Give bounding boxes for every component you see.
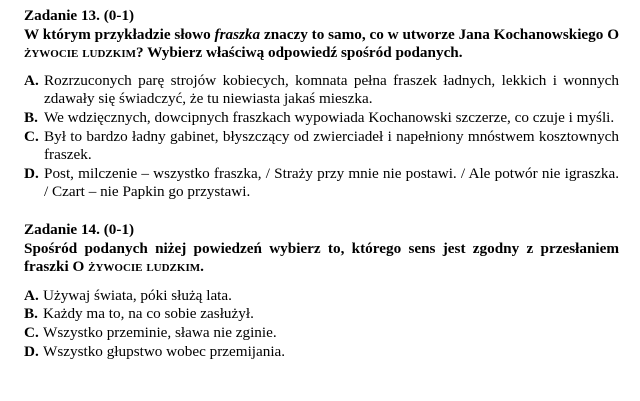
answer-label: D. [24, 342, 39, 360]
task-14 [24, 221, 619, 361]
task-14-title: Zadanie 14. (0-1) [24, 220, 135, 238]
answer-label: A. [24, 71, 39, 89]
task-14-question [24, 240, 619, 277]
task-13-answers [24, 72, 619, 202]
task-13-answer-b[interactable] [24, 109, 619, 128]
answer-text: Rozrzuconych parę strojów kobiecych, komnata pełna fraszek ładnych, lekkich i wonnych zdawały się świadczyć, że tu niewiasta jakaś mieszka. [44, 71, 619, 108]
task-13-title: Zadanie 13. (0-1) [24, 7, 135, 24]
answer-text: Używaj świata, póki służą lata. [43, 286, 232, 304]
answer-text: Post, milczenie – wszystko fraszka, / Straży przy mnie nie postawi. / Ale potwór nie igraszka. / Czart – nie Papkin go przystawi. [44, 164, 619, 201]
task-14-question-part2: . [200, 258, 204, 276]
task-13-question-part3: ? Wybierz właściwą odpowiedź spośród podanych. [135, 44, 463, 62]
task-14-answer-b[interactable] [24, 305, 619, 324]
answer-label: D. [24, 164, 39, 182]
answer-text: We wdzięcznych, dowcipnych fraszkach wypowiada Kochanowski szczerze, co czuje i myśli. [44, 108, 615, 126]
answer-label: B. [24, 305, 38, 323]
task-13-work-title: O żywocie ludzkim [24, 25, 620, 62]
task-13-question-keyword: fraszka [214, 25, 261, 43]
task-14-work-title: O żywocie ludzkim [72, 258, 201, 276]
answer-text: Każdy ma to, na co sobie zasłużył. [43, 305, 254, 323]
answer-label: B. [24, 108, 38, 126]
answer-label: A. [24, 286, 39, 304]
answer-label: C. [24, 127, 39, 145]
task-13-question-part2: znaczy to samo, co w utworze Jana Kochanowskiego [260, 25, 608, 43]
answer-label: C. [24, 323, 39, 341]
answer-text: Wszystko przeminie, sława nie zginie. [43, 323, 277, 341]
answer-text: Był to bardzo ładny gabinet, błyszczący od zwierciadeł i napełniony mnóstwem kosztownych fraszek. [44, 127, 619, 164]
task-13-question [24, 26, 619, 63]
answer-text: Wszystko głupstwo wobec przemijania. [43, 342, 286, 360]
task-13-answer-a[interactable] [24, 72, 619, 109]
task-13-question-part1: W którym przykładzie słowo [24, 25, 215, 43]
task-13-answer-d[interactable] [24, 165, 619, 202]
task-14-answer-c[interactable] [24, 324, 619, 343]
task-13 [24, 7, 619, 202]
task-14-answers [24, 287, 619, 361]
task-13-answer-c[interactable] [24, 128, 619, 165]
task-14-answer-d[interactable] [24, 343, 619, 362]
task-14-question-part1: Spośród podanych niżej powiedzeń wybierz to, którego sens jest zgodny z przesłaniem fraszki [24, 239, 619, 276]
task-14-answer-a[interactable] [24, 287, 619, 306]
